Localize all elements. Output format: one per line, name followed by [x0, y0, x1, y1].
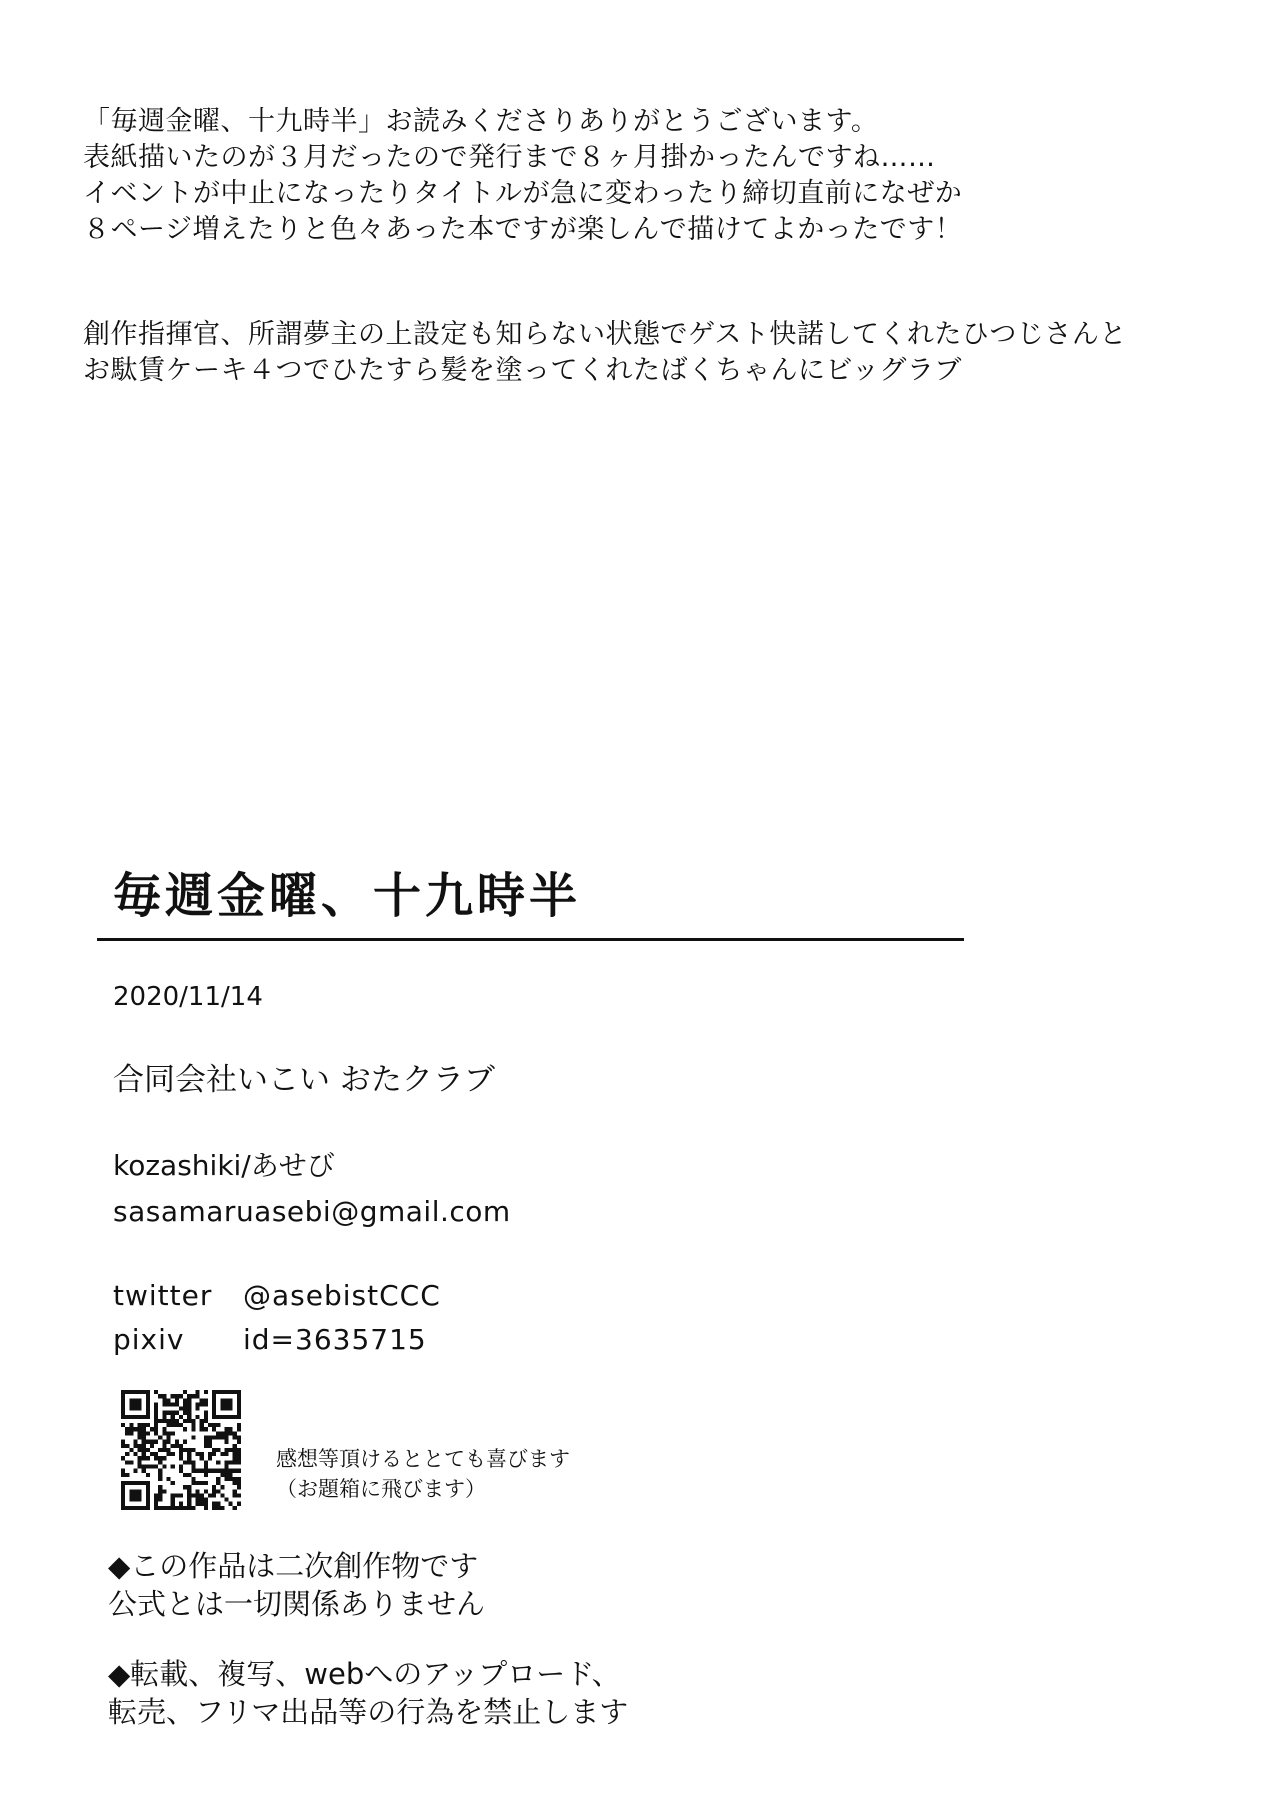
pixiv-row [113, 1322, 427, 1358]
publication-date: 2020/11/14 [113, 982, 263, 1012]
afterword-line: ８ページ増えたりと色々あった本ですが楽しんで描けてよかったです！ [83, 214, 963, 245]
afterword-section [83, 104, 1223, 458]
reproduction-prohibited-notice [108, 1655, 628, 1731]
pixiv-label: pixiv [113, 1323, 185, 1356]
afterword-line: 創作指揮官、所謂夢主の上設定も知らない状態でゲスト快諾してくれたひつじさんと [83, 319, 1127, 350]
contact-email: sasamaruasebi@gmail.com [113, 1195, 511, 1228]
qr-code-icon [121, 1390, 241, 1510]
afterword-line: イベントが中止になったりタイトルが急に変わったり締切直前になぜか [83, 178, 963, 209]
qr-caption-line: （お題箱に飛びます） [276, 1477, 486, 1501]
twitter-label: twitter [113, 1279, 213, 1312]
pixiv-id: id=3635715 [243, 1323, 427, 1356]
afterword-paragraph-2 [83, 317, 1223, 389]
afterword-line: 表紙描いたのが３月だったので発行まで８ヶ月掛かったんですね…… [83, 142, 936, 173]
derivative-work-notice [108, 1547, 485, 1623]
notice-line: ◆この作品は二次創作物です [108, 1549, 479, 1583]
afterword-line: 「毎週金曜、十九時半」お読みくださりありがとうございます。 [83, 106, 879, 137]
publisher-name: 合同会社いこい おたクラブ [113, 1062, 495, 1098]
notice-line: 転売、フリマ出品等の行為を禁止します [108, 1695, 629, 1729]
afterword-paragraph-1 [83, 104, 1223, 248]
qr-caption-line: 感想等頂けるととても喜びます [276, 1447, 570, 1471]
twitter-row [113, 1278, 441, 1314]
author-name: kozashiki/あせび [113, 1149, 335, 1182]
twitter-handle: @asebistCCC [243, 1279, 441, 1312]
qr-caption [276, 1444, 570, 1504]
afterword-line: お駄賃ケーキ４つでひたすら髪を塗ってくれたばくちゃんにビッグラブ [83, 355, 962, 386]
notice-line: ◆転載、複写、webへのアップロード、 [108, 1657, 621, 1691]
notice-line: 公式とは一切関係ありません [108, 1587, 486, 1621]
title-underline [97, 938, 964, 941]
colophon-title: 毎週金曜、十九時半 [113, 868, 582, 924]
